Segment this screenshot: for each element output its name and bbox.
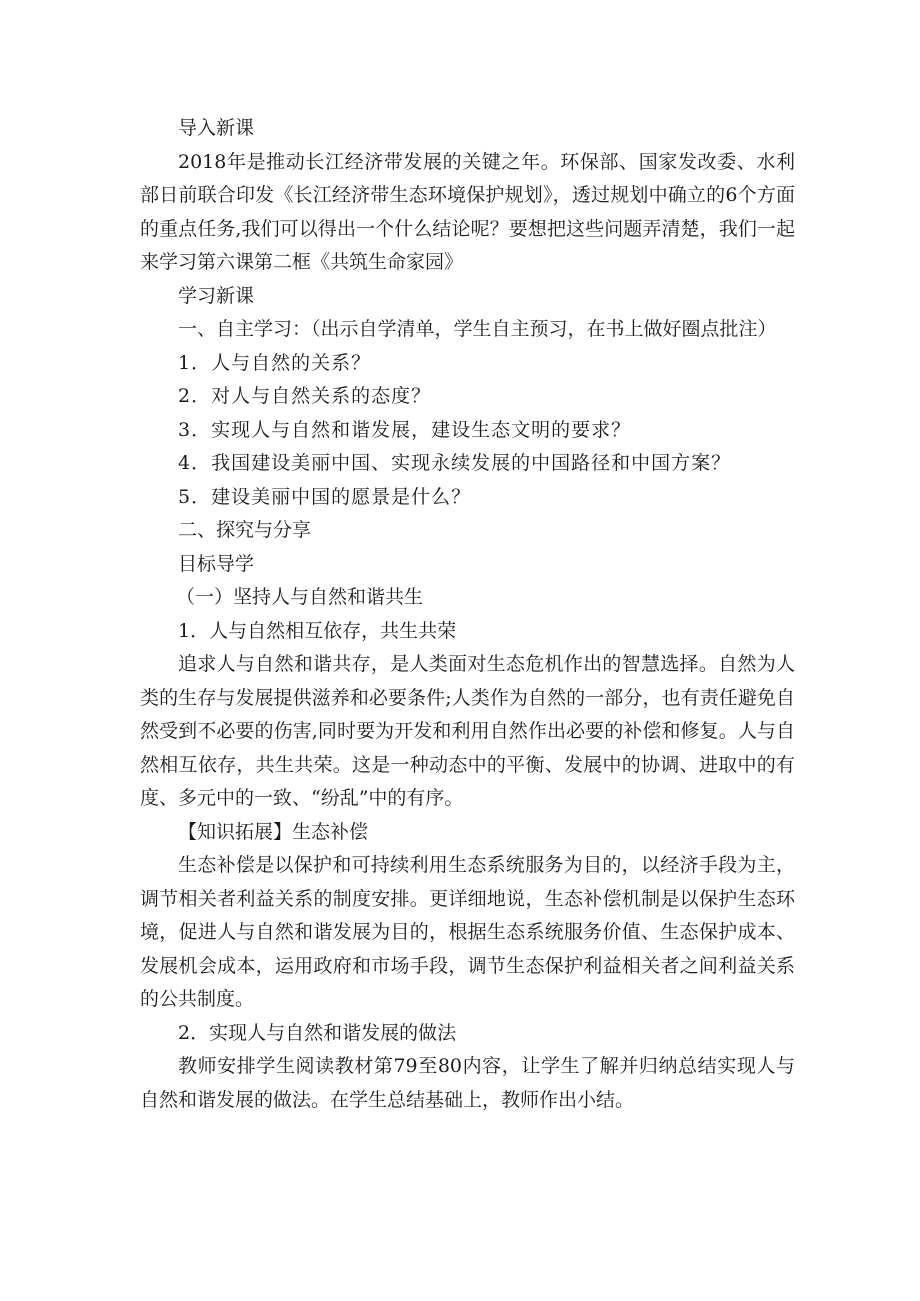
point-two-heading: 2．实现人与自然和谐发展的做法 bbox=[178, 1021, 457, 1044]
document-body bbox=[140, 112, 795, 1117]
knowledge-heading: 【知识拓展】生态补偿 bbox=[178, 820, 369, 843]
self-study-heading: 一、自主学习：（出示自学清单，学生自主预习，在书上做好圈点批注） bbox=[178, 318, 777, 340]
question-item: 4．我国建设美丽中国、实现永续发展的中国路径和中国方案？ bbox=[178, 452, 732, 474]
explore-heading: 二、探究与分享 bbox=[178, 519, 312, 541]
point-one-paragraph: 追求人与自然和谐共存，是人类面对生态危机作出的智慧选择。自然为人类的生存与发展提供滋养和必要条件;人类作为自然的一部分，也有责任避免自然受到不必要的伤害,同时要为开发和利用自然作出必要的补偿和修复。人与自然相互依存，共生共荣。这是一种动态中的平衡、发展中的协调、进取中的有度、多元中的一致、“纷乱”中的有序。 bbox=[140, 653, 795, 809]
knowledge-paragraph: 生态补偿是以保护和可持续利用生态系统服务为目的，以经济手段为主，调节相关者利益关系的制度安排。更详细地说，生态补偿机制是以保护生态环境，促进人与自然和谐发展为目的，根据生态系统服务价值、生态保护成本、发展机会成本，运用政府和市场手段，调节生态保护利益相关者之间利益关系的公共制度。 bbox=[140, 854, 795, 1010]
point-two-paragraph: 教师安排学生阅读教材第79至80内容，让学生了解并归纳总结实现人与自然和谐发展的做法。在学生总结基础上，教师作出小结。 bbox=[140, 1055, 795, 1111]
study-heading: 学习新课 bbox=[178, 284, 255, 307]
question-item: 1．人与自然的关系？ bbox=[178, 351, 372, 374]
intro-paragraph: 2018年是推动长江经济带发展的关键之年。环保部、国家发改委、水利部日前联合印发《长江经济带生态环境保护规划》，透过规划中确立的6个方面的重点任务,我们可以得出一个什么结论呢？要想把这些问题弄清楚，我们一起来学习第六课第二框《共筑生命家园》 bbox=[140, 150, 795, 273]
intro-heading: 导入新课 bbox=[178, 117, 255, 139]
goal-heading: 目标导学 bbox=[178, 552, 255, 575]
question-item: 3．实现人与自然和谐发展，建设生态文明的要求？ bbox=[178, 418, 632, 441]
question-item: 5．建设美丽中国的愿景是什么？ bbox=[178, 485, 472, 508]
point-one-heading: 1．人与自然相互依存，共生共荣 bbox=[178, 619, 457, 642]
section-one-heading: （一）坚持人与自然和谐共生 bbox=[176, 586, 424, 608]
question-item: 2．对人与自然关系的态度？ bbox=[178, 385, 432, 407]
